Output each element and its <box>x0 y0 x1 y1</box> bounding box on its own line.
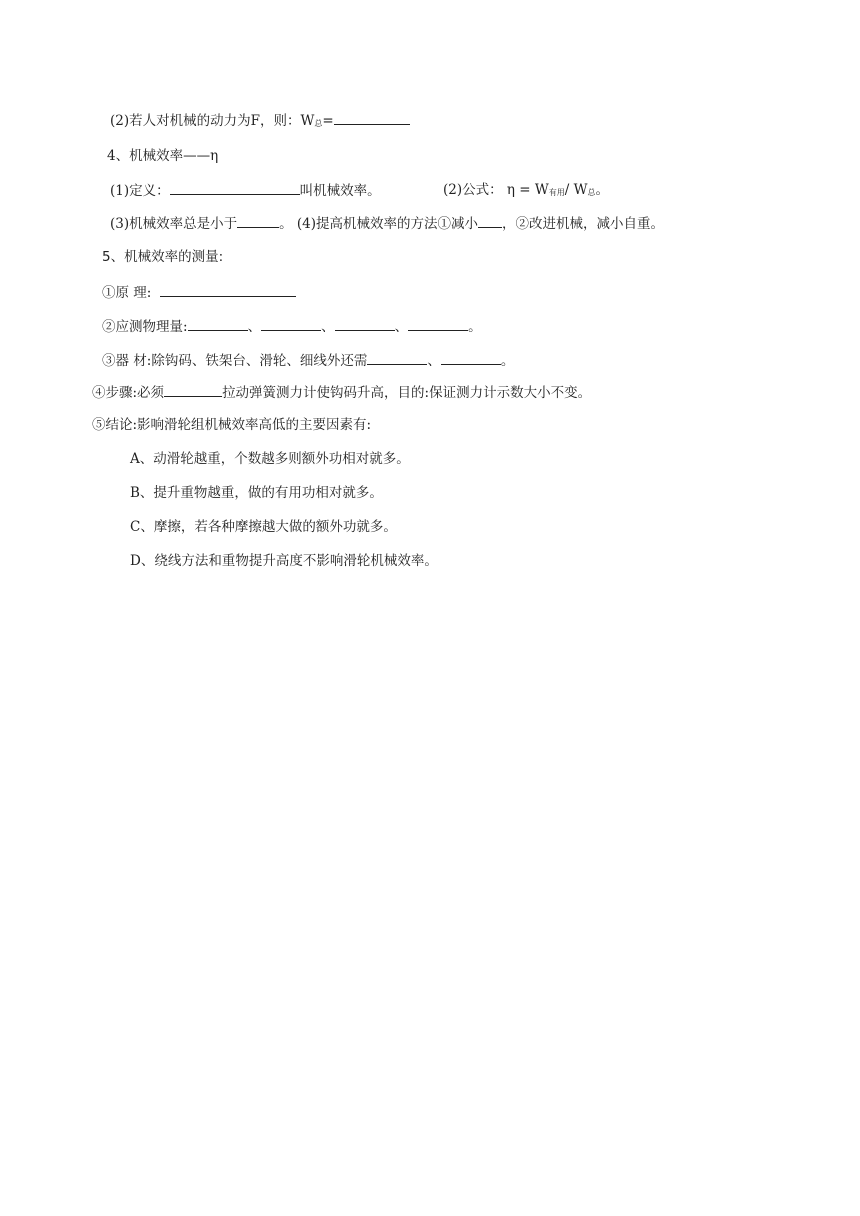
subscript-total: 总 <box>314 119 323 128</box>
text: ④步骤:必须 <box>92 385 165 401</box>
text: (2)公式： η = W <box>443 182 549 198</box>
text: D、绕线方法和重物提升高度不影响滑轮机械效率。 <box>130 553 438 569</box>
option-d <box>130 551 438 571</box>
text: 、 <box>427 353 441 369</box>
text: 叫机械效率。 <box>299 183 381 199</box>
option-b <box>130 483 383 503</box>
text: (1)定义： <box>110 183 170 199</box>
text: 。 <box>468 319 482 335</box>
line-formula <box>443 180 609 203</box>
answer-blank[interactable] <box>334 110 410 125</box>
text: 、 <box>321 319 335 335</box>
answer-blank[interactable] <box>367 350 427 365</box>
subscript-useful: 有用 <box>548 188 565 197</box>
heading-efficiency <box>107 146 218 166</box>
line-equipment <box>102 350 514 371</box>
line-definition <box>110 180 381 201</box>
text: ②应测物理量: <box>102 319 188 335</box>
text: 。 (4)提高机械效率的方法①减小 <box>279 216 479 232</box>
answer-blank[interactable] <box>335 316 395 331</box>
subscript-total: 总 <box>587 188 596 197</box>
text: C、摩擦，若各种摩擦越大做的额外功就多。 <box>130 519 397 535</box>
text: ⑤结论:影响滑轮组机械效率高低的主要因素有: <box>92 417 372 433</box>
text: ，②改进机械，减小自重。 <box>502 216 665 232</box>
option-a <box>130 449 410 469</box>
answer-blank[interactable] <box>188 316 248 331</box>
line-less-than <box>110 213 664 234</box>
answer-blank[interactable] <box>478 213 502 228</box>
line-steps <box>92 382 591 403</box>
answer-blank[interactable] <box>237 213 279 228</box>
answer-blank[interactable] <box>164 382 222 397</box>
option-c <box>130 517 397 537</box>
heading-measurement <box>102 247 223 267</box>
text: 、 <box>394 319 409 335</box>
line-conclusion <box>92 415 371 435</box>
line-quantities <box>102 316 482 337</box>
answer-blank[interactable] <box>441 350 501 365</box>
text: 。 <box>500 353 515 369</box>
text: (3)机械效率总是小于 <box>110 216 238 232</box>
text: 5、机械效率的测量: <box>102 249 224 265</box>
text: 。 <box>595 182 609 198</box>
answer-blank[interactable] <box>170 180 300 195</box>
answer-blank[interactable] <box>408 316 468 331</box>
text: ①原 理: <box>102 285 152 301</box>
text: 4、机械效率——η <box>107 148 219 164</box>
text: 、 <box>247 319 262 335</box>
text: 拉动弹簧测力计使钩码升高，目的:保证测力计示数大小不变。 <box>222 385 592 401</box>
text: / W <box>564 182 588 198</box>
text: A、动滑轮越重，个数越多则额外功相对就多。 <box>130 451 410 467</box>
text: ③器 材:除钩码、铁架台、滑轮、细线外还需 <box>102 353 368 369</box>
text: B、提升重物越重，做的有用功相对就多。 <box>130 485 383 501</box>
answer-blank[interactable] <box>261 316 321 331</box>
line-total-work <box>110 110 410 134</box>
text: (2)若人对机械的动力为F，则：W <box>110 113 315 129</box>
line-principle <box>102 282 296 303</box>
answer-blank[interactable] <box>160 282 296 297</box>
text: = <box>322 113 334 129</box>
